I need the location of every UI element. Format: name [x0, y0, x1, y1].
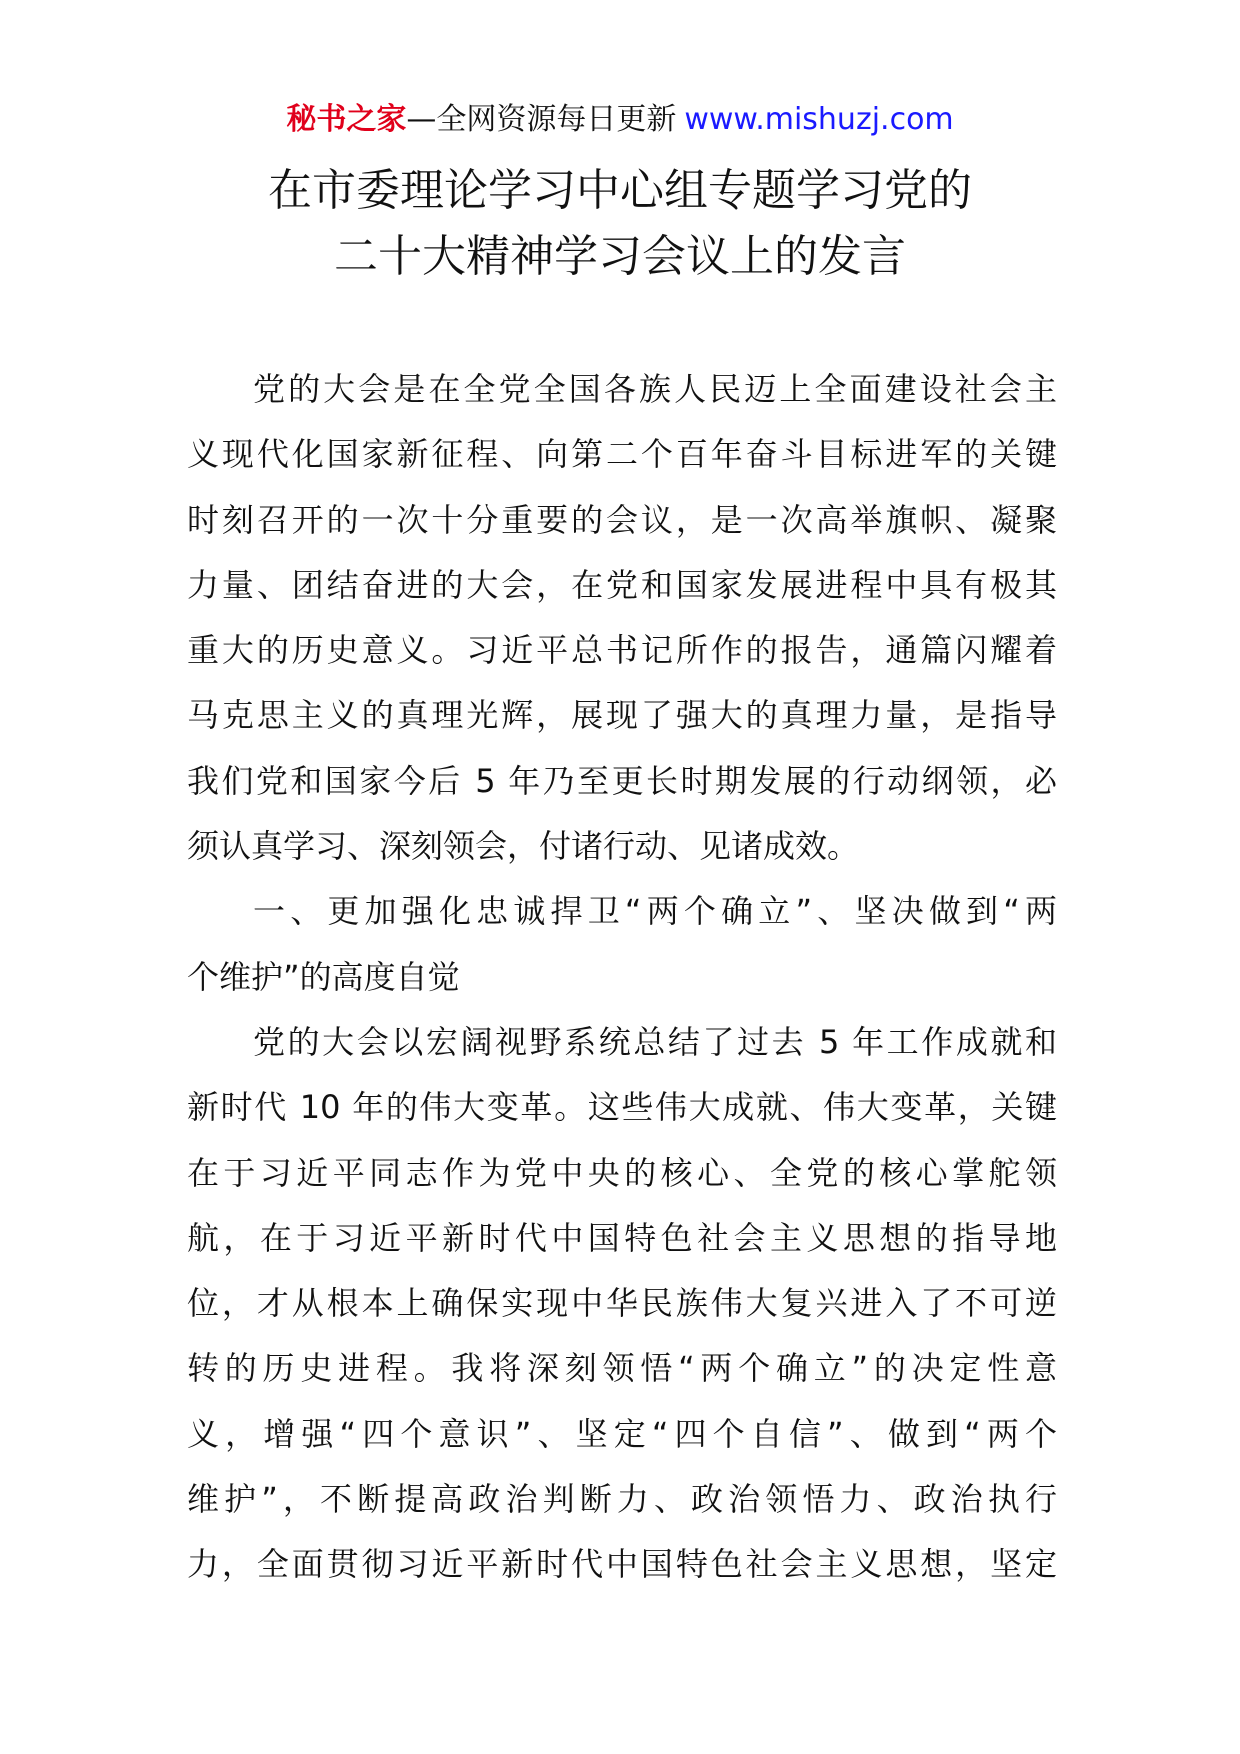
document-body — [187, 357, 1057, 1598]
paragraph-1-line: 力量、团结奋进的大会，在党和国家发展进程中具有极其 — [187, 565, 1057, 604]
document-title-line-2: 二十大精神学习会议上的发言 — [334, 231, 906, 282]
site-url-link[interactable]: www.mishuzj.com — [684, 102, 954, 137]
brand-name: 秘书之家 — [286, 102, 407, 137]
site-banner — [0, 100, 1240, 140]
paragraph-2-line: 力，全面贯彻习近平新时代中国特色社会主义思想，坚定 — [187, 1545, 1057, 1584]
document-title-line-1: 在市委理论学习中心组专题学习党的 — [268, 165, 972, 216]
section-heading-line: 一、更加强化忠诚捍卫“两个确立”、坚决做到“两 — [253, 892, 1057, 931]
paragraph-1-line: 义现代化国家新征程、向第二个百年奋斗目标进军的关键 — [187, 435, 1057, 474]
paragraph-2-line: 位，才从根本上确保实现中华民族伟大复兴进入了不可逆 — [187, 1284, 1057, 1323]
paragraph-1-line: 我们党和国家今后 5 年乃至更长时期发展的行动纲领，必 — [187, 761, 1057, 800]
paragraph-1-line: 时刻召开的一次十分重要的会议，是一次高举旗帜、凝聚 — [187, 500, 1057, 539]
paragraph-1-line: 马克思主义的真理光辉，展现了强大的真理力量，是指导 — [187, 696, 1057, 735]
paragraph-2-line: 在于习近平同志作为党中央的核心、全党的核心掌舵领 — [187, 1153, 1057, 1192]
paragraph-2-line: 转的历史进程。我将深刻领悟“两个确立”的决定性意 — [187, 1349, 1057, 1388]
banner-tagline: —全网资源每日更新 — [406, 102, 677, 137]
paragraph-2-line: 航，在于习近平新时代中国特色社会主义思想的指导地 — [187, 1218, 1057, 1257]
paragraph-2-line: 义，增强“四个意识”、坚定“四个自信”、做到“两个 — [187, 1414, 1057, 1453]
paragraph-2-line: 维护”，不断提高政治判断力、政治领悟力、政治执行 — [187, 1480, 1057, 1519]
paragraph-2-line: 新时代 10 年的伟大变革。这些伟大成就、伟大变革，关键 — [187, 1088, 1057, 1127]
paragraph-1-line: 须认真学习、深刻领会，付诸行动、见诸成效。 — [187, 827, 860, 866]
paragraph-1-line: 重大的历史意义。习近平总书记所作的报告，通篇闪耀着 — [187, 631, 1057, 670]
paragraph-2-line: 党的大会以宏阔视野系统总结了过去 5 年工作成就和 — [253, 1022, 1057, 1061]
section-heading-line: 个维护”的高度自觉 — [187, 957, 460, 996]
paragraph-1-line: 党的大会是在全党全国各族人民迈上全面建设社会主 — [253, 370, 1057, 408]
